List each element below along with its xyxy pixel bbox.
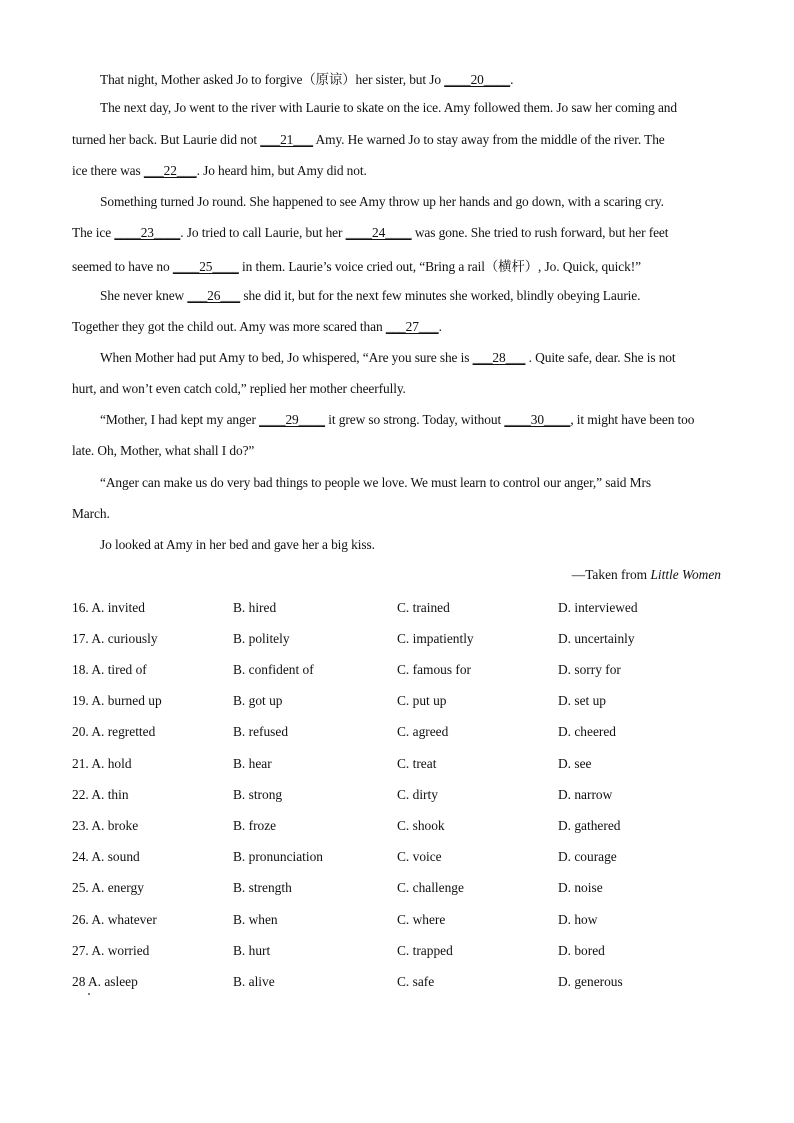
passage-text: she did it, but for the next few minutes she worked, blindly obeying Laurie.: [240, 288, 641, 303]
option-c: C. safe: [397, 974, 435, 989]
passage-text: She never knew: [100, 288, 188, 303]
option-d: D. interviewed: [558, 600, 638, 615]
option-b: B. got up: [233, 693, 283, 708]
passage-line: [100, 194, 664, 210]
blank-30: ____30____: [504, 412, 571, 427]
passage-text: late. Oh, Mother, what shall I do?”: [72, 443, 255, 458]
source-prefix: —Taken from: [571, 567, 651, 582]
passage-line: [100, 475, 651, 491]
passage-line: [100, 69, 513, 88]
option-c: C. voice: [397, 849, 442, 864]
question-row: [72, 631, 732, 651]
passage-line: [100, 100, 677, 116]
passage-line: [72, 256, 641, 275]
passage-line: [100, 412, 694, 428]
option-c: C. challenge: [397, 880, 464, 895]
question-row: [72, 787, 732, 807]
blank-21: ___21___: [260, 132, 314, 147]
option-c: C. impatiently: [397, 631, 474, 646]
option-b: B. froze: [233, 818, 277, 833]
blank-24: ____24____: [345, 225, 412, 240]
passage-text: . Jo heard him, but Amy did not.: [196, 163, 367, 178]
option-b: B. strong: [233, 787, 283, 802]
option-d: D. see: [558, 756, 592, 771]
blank-20: ____20____: [444, 72, 511, 87]
passage-text: “Mother, I had kept my anger: [100, 412, 260, 427]
option-d: D. courage: [558, 849, 617, 864]
option-a: 23. A. broke: [72, 818, 139, 833]
option-b: B. hear: [233, 756, 272, 771]
passage-text: was gone. She tried to rush forward, but her feet: [411, 225, 669, 240]
passage-text: Jo looked at Amy in her bed and gave her a big kiss.: [100, 537, 375, 552]
passage-text: .: [438, 319, 442, 334]
passage-line: [72, 319, 442, 335]
option-a: 24. A. sound: [72, 849, 140, 864]
option-a: 18. A. tired of: [72, 662, 147, 677]
passage-line: [100, 288, 640, 304]
blank-29: ____29____: [259, 412, 326, 427]
option-b: B. strength: [233, 880, 292, 895]
option-b: B. pronunciation: [233, 849, 324, 864]
passage-text: ice there was: [72, 163, 144, 178]
passage-text: in them. Laurie’s voice cried out, “Bring a rail（横杆）, Jo. Quick, quick!”: [238, 259, 641, 274]
book-title: Little Women: [650, 567, 721, 582]
passage-text: The next day, Jo went to the river with Laurie to skate on the ice. Amy followed them. Jo saw her coming and: [100, 100, 677, 115]
option-c: C. treat: [397, 756, 437, 771]
question-row: [72, 756, 732, 776]
blank-25: ____25____: [172, 259, 239, 274]
passage-text: That night, Mother asked Jo to forgive（原谅）her sister, but Jo: [100, 72, 445, 87]
option-d: D. narrow: [558, 787, 613, 802]
option-d: D. cheered: [558, 724, 616, 739]
option-d: D. noise: [558, 880, 603, 895]
option-c: C. shook: [397, 818, 445, 833]
option-c: C. famous for: [397, 662, 472, 677]
passage-line: [72, 381, 406, 397]
blank-28: ___28___: [472, 350, 526, 365]
blank-26: ___26___: [187, 288, 241, 303]
question-row: [72, 600, 732, 620]
passage-line: [100, 537, 375, 553]
stray-mark: [88, 993, 90, 995]
option-d: D. generous: [558, 974, 623, 989]
option-d: D. how: [558, 912, 598, 927]
passage-text: Amy. He warned Jo to stay away from the middle of the river. The: [313, 132, 665, 147]
blank-22: ___22___: [143, 163, 197, 178]
option-a: 17. A. curiously: [72, 631, 158, 646]
option-d: D. sorry for: [558, 662, 621, 677]
option-d: D. uncertainly: [558, 631, 635, 646]
question-row: [72, 662, 732, 682]
passage-text: .: [510, 72, 514, 87]
option-a: 28 A. asleep: [72, 974, 138, 989]
source-attribution: [572, 567, 721, 583]
option-b: B. politely: [233, 631, 290, 646]
option-b: B. alive: [233, 974, 275, 989]
option-b: B. hired: [233, 600, 277, 615]
option-a: 16. A. invited: [72, 600, 145, 615]
passage-line: [100, 350, 676, 366]
option-a: 27. A. worried: [72, 943, 150, 958]
question-row: [72, 818, 732, 838]
option-a: 21. A. hold: [72, 756, 132, 771]
passage-line: [72, 506, 110, 522]
passage-text: hurt, and won’t even catch cold,” replied her mother cheerfully.: [72, 381, 406, 396]
passage-text: , it might have been too: [570, 412, 695, 427]
blank-27: ___27___: [385, 319, 439, 334]
passage-text: . Quite safe, dear. She is not: [525, 350, 676, 365]
question-row: [72, 693, 732, 713]
option-a: 20. A. regretted: [72, 724, 156, 739]
passage-text: March.: [72, 506, 110, 521]
option-c: C. dirty: [397, 787, 438, 802]
option-a: 19. A. burned up: [72, 693, 162, 708]
passage-text: When Mother had put Amy to bed, Jo whispered, “Are you sure she is: [100, 350, 473, 365]
option-d: D. gathered: [558, 818, 621, 833]
option-a: 22. A. thin: [72, 787, 129, 802]
option-b: B. hurt: [233, 943, 271, 958]
passage-text: The ice: [72, 225, 115, 240]
question-row: [72, 943, 732, 963]
question-row: [72, 849, 732, 869]
blank-23: ____23____: [114, 225, 181, 240]
option-d: D. bored: [558, 943, 605, 958]
question-row: [72, 880, 732, 900]
option-b: B. refused: [233, 724, 289, 739]
passage-text: Something turned Jo round. She happened to see Amy throw up her hands and go down, with a scaring cry.: [100, 194, 664, 209]
passage-text: . Jo tried to call Laurie, but her: [180, 225, 346, 240]
option-a: 26. A. whatever: [72, 912, 157, 927]
passage-text: turned her back. But Laurie did not: [72, 132, 261, 147]
option-c: C. agreed: [397, 724, 449, 739]
passage-text: it grew so strong. Today, without: [325, 412, 505, 427]
option-c: C. where: [397, 912, 446, 927]
passage-line: [72, 225, 668, 241]
question-row: [72, 912, 732, 932]
option-c: C. trapped: [397, 943, 453, 958]
option-a: 25. A. energy: [72, 880, 144, 895]
option-d: D. set up: [558, 693, 606, 708]
option-b: B. confident of: [233, 662, 314, 677]
option-c: C. trained: [397, 600, 450, 615]
passage-text: Together they got the child out. Amy was more scared than: [72, 319, 386, 334]
passage-line: [72, 132, 665, 148]
passage-text: seemed to have no: [72, 259, 173, 274]
question-row: [72, 724, 732, 744]
question-row: [72, 974, 732, 994]
option-b: B. when: [233, 912, 278, 927]
passage-line: [72, 163, 367, 179]
passage-text: “Anger can make us do very bad things to people we love. We must learn to control our anger,” said Mrs: [100, 475, 651, 490]
passage-line: [72, 443, 254, 459]
option-c: C. put up: [397, 693, 447, 708]
